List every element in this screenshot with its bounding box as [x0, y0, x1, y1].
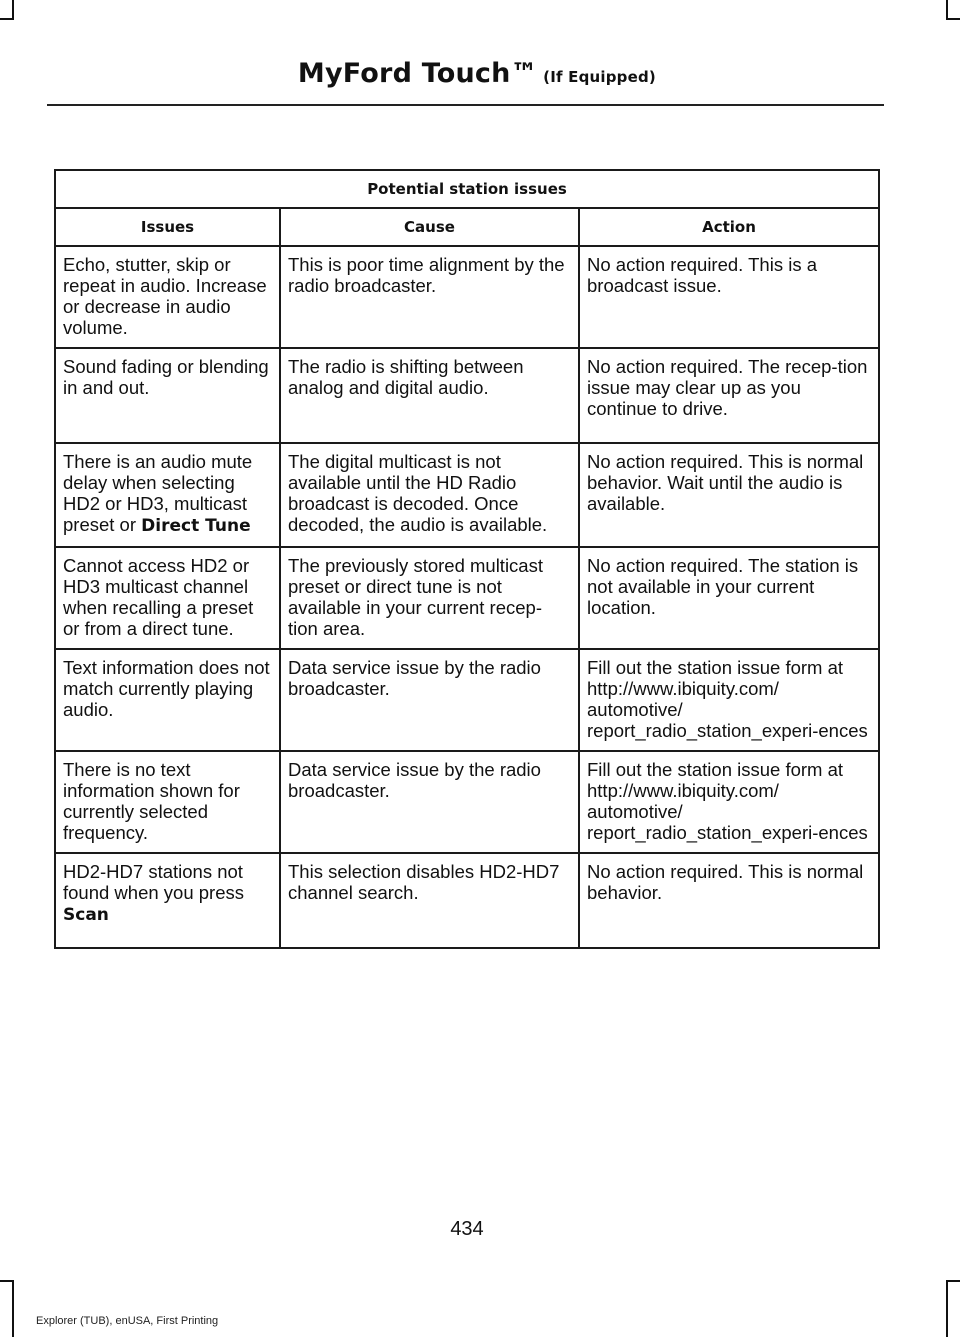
table-row — [55, 853, 879, 948]
page-number: 434 — [450, 1218, 484, 1240]
action-cell: Fill out the station issue form at http://www.ibiquity.com/ automotive/ report_radio_station_experi-ences — [579, 649, 879, 751]
crop-mark-top-left-vertical — [12, 0, 14, 20]
issue-text: HD2-HD7 stations not found when you press — [63, 861, 245, 903]
table-caption: Potential station issues — [55, 170, 879, 208]
action-cell: No action required. This is normal behavior. — [579, 853, 879, 948]
crop-mark-top-right-horizontal — [946, 18, 960, 20]
column-header-action: Action — [579, 208, 879, 246]
action-cell: No action required. The recep-tion issue may clear up as you continue to drive. — [579, 348, 879, 443]
issue-cell: Cannot access HD2 or HD3 multicast channel when recalling a preset or from a direct tune. — [55, 547, 280, 649]
table-row — [55, 348, 879, 443]
cause-cell: The previously stored multicast preset or direct tune is not available in your current recep-tion area. — [280, 547, 579, 649]
column-header-cause: Cause — [280, 208, 579, 246]
issue-cell: Sound fading or blending in and out. — [55, 348, 280, 443]
cause-cell: Data service issue by the radio broadcaster. — [280, 751, 579, 853]
header-title-main: MyFord Touch™ — [297, 58, 538, 89]
table-row — [55, 751, 879, 853]
cause-cell: This selection disables HD2-HD7 channel search. — [280, 853, 579, 948]
crop-mark-bottom-left-vertical — [12, 1280, 14, 1337]
cause-cell: This is poor time alignment by the radio broadcaster. — [280, 246, 579, 348]
issue-cell: There is no text information shown for currently selected frequency. — [55, 751, 280, 853]
page-header-title — [298, 58, 656, 89]
crop-mark-top-left-horizontal — [0, 18, 14, 20]
table-row — [55, 649, 879, 751]
table-row — [55, 547, 879, 649]
action-cell: Fill out the station issue form at http://www.ibiquity.com/ automotive/ report_radio_station_experi-ences — [579, 751, 879, 853]
crop-mark-bottom-right-vertical — [946, 1280, 948, 1337]
issue-cell: Text information does not match currently playing audio. — [55, 649, 280, 751]
table-row — [55, 443, 879, 547]
issue-cell — [55, 443, 280, 547]
header-title-suffix: (If Equipped) — [537, 68, 656, 86]
action-cell: No action required. This is a broadcast issue. — [579, 246, 879, 348]
crop-mark-top-right-vertical — [946, 0, 948, 20]
issue-cell: Echo, stutter, skip or repeat in audio. Increase or decrease in audio volume. — [55, 246, 280, 348]
cause-cell: The radio is shifting between analog and digital audio. — [280, 348, 579, 443]
crop-mark-bottom-right-horizontal — [946, 1280, 960, 1282]
crop-mark-bottom-left-horizontal — [0, 1280, 14, 1282]
header-divider — [47, 104, 884, 106]
action-cell: No action required. The station is not available in your current location. — [579, 547, 879, 649]
column-header-issues: Issues — [55, 208, 280, 246]
issue-bold-term: Scan — [63, 905, 109, 925]
issue-cell — [55, 853, 280, 948]
table-row — [55, 246, 879, 348]
cause-cell: Data service issue by the radio broadcaster. — [280, 649, 579, 751]
cause-cell: The digital multicast is not available until the HD Radio broadcast is decoded. Once decoded, the audio is available. — [280, 443, 579, 547]
issue-text: There is an audio mute delay when selecting HD2 or HD3, multicast preset or — [63, 451, 253, 535]
station-issues-table — [54, 169, 880, 949]
action-cell: No action required. This is normal behavior. Wait until the audio is available. — [579, 443, 879, 547]
print-footer: Explorer (TUB), enUSA, First Printing — [36, 1315, 219, 1327]
issue-bold-term: Direct Tune — [141, 516, 251, 536]
